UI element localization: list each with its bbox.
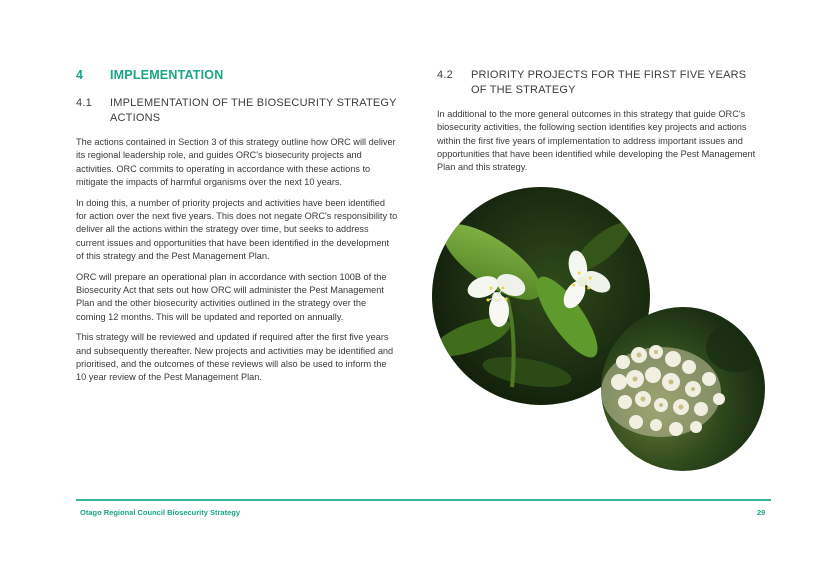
section-4-2-number: 4.2 — [437, 69, 453, 81]
flower-photo-small — [601, 307, 765, 471]
paragraph: In additional to the more general outcomes in this strategy that guide ORC's biosecurity activities, the following section identifies key projects and actions within the first five years of implementation to address important issues and opportunities that have been identified while developing the Pest Management Plan and this strategy. — [437, 109, 756, 173]
section-4-heading — [76, 68, 398, 82]
paragraph: This strategy will be reviewed and updated if required after the first five years and subsequently thereafter. New projects and activities may be identified and prioritised, and the outcomes of these reviews will also be used to inform the 10 year review of the Pest Management Plan. — [76, 332, 394, 383]
right-column — [437, 68, 757, 182]
section-4-number: 4 — [76, 68, 84, 82]
section-4-2-title: PRIORITY PROJECTS FOR THE FIRST FIVE YEARS OF THE STRATEGY — [471, 69, 747, 96]
paragraph: The actions contained in Section 3 of this strategy outline how ORC will deliver its regional leadership role, and guides ORC's biosecurity projects and activities. ORC commits to operating in accordance with these actions to mitigate the impacts of harmful organisms over the next 10 years. — [76, 137, 396, 187]
page-number: 29 — [757, 508, 766, 517]
section-4-1-title: IMPLEMENTATION OF THE BIOSECURITY STRATEGY ACTIONS — [110, 97, 397, 124]
section-4-1-number: 4.1 — [76, 97, 92, 109]
clematis-image — [601, 307, 765, 471]
footer-title: Otago Regional Council Biosecurity Strategy — [80, 508, 241, 517]
footer-rule — [76, 499, 771, 501]
paragraph: ORC will prepare an operational plan in accordance with section 100B of the Biosecurity Act that sets out how ORC will administer the Pest Management Plan and the other biosecurity activities outlined in the strategy over the coming 12 months. This will be updated and reported on annually. — [76, 271, 387, 322]
section-4-title: IMPLEMENTATION — [110, 68, 224, 82]
paragraph: In doing this, a number of priority projects and activities have been identified for action over the next five years. This does not negate ORC's responsibility to deliver all the actions within the strategy over time, but seeks to address current issues and opportunities that have been identified in the development of this strategy and the Pest Management Plan. — [76, 197, 398, 261]
section-4-1-heading — [76, 96, 398, 126]
section-4-2-heading — [437, 68, 757, 98]
left-column — [76, 68, 398, 392]
